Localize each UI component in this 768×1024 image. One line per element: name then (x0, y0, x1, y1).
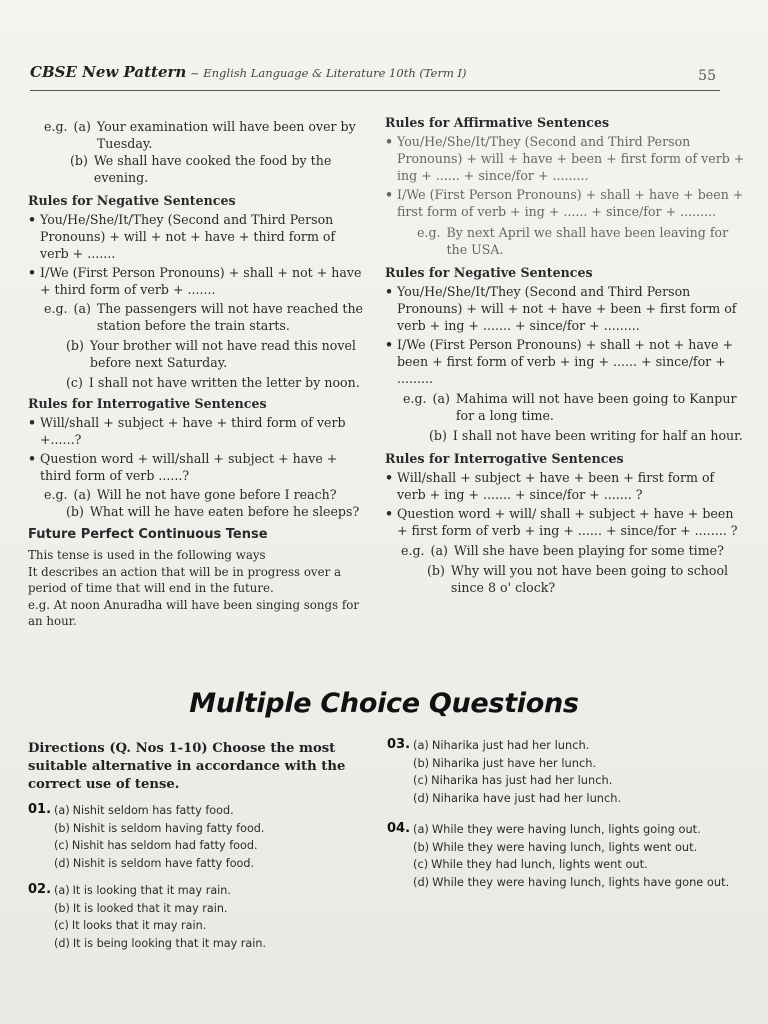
option-text: While they were having lunch, lights going out. (431, 822, 701, 836)
rule-item (28, 264, 363, 298)
option-label: (b) (54, 901, 70, 915)
option-b[interactable] (54, 820, 358, 838)
option-list (413, 737, 747, 807)
bullet-icon: • (385, 337, 394, 352)
example-intro: e.g. (44, 487, 68, 502)
rule-item (28, 211, 363, 262)
section-heading: Rules for Negative Sentences (385, 265, 593, 280)
example-a (401, 542, 745, 559)
bullet-icon: • (385, 134, 394, 149)
option-label: (b) (413, 755, 430, 770)
option-label: (d) (54, 936, 70, 950)
example-text: Why will you not have been going to school since 8 o' clock? (450, 563, 729, 595)
option-text: Nishit seldom has fatty food. (72, 804, 234, 817)
paragraph: This tense is used in the following ways (28, 548, 266, 562)
bullet-icon: • (28, 451, 37, 466)
option-text: Niharika have just had her lunch. (432, 790, 622, 805)
option-text: Nishit has seldom had fatty food. (71, 839, 258, 852)
bullet-icon: • (28, 212, 37, 227)
bullet-icon: • (28, 415, 37, 430)
example-label: (b) (66, 504, 84, 519)
rule-item (385, 505, 745, 539)
rule-text: I/We (First Person Pronouns) + shall + not + have + been + first form of verb + ing + ...... + since/for + ......... (397, 337, 734, 386)
rule-item (385, 133, 745, 184)
option-label: (d) (413, 874, 430, 889)
option-label: (c) (54, 839, 69, 852)
page-number: 55 (698, 68, 716, 84)
rule-text: You/He/She/It/They (Second and Third Person Pronouns) + will + not + have + been + first form of verb + ing + ....... + since/for + ......... (397, 284, 737, 333)
book-brand: CBSE New Pattern (30, 63, 187, 81)
example-b (66, 503, 363, 520)
section-title: Future Perfect Continuous Tense (28, 527, 268, 542)
question-03 (387, 737, 747, 807)
option-c[interactable] (54, 837, 358, 855)
rule-text: Will/shall + subject + have + third form of verb +......? (40, 415, 346, 447)
option-d[interactable] (54, 855, 358, 873)
option-text: Niharika has just had her lunch. (431, 773, 613, 787)
option-list (54, 802, 358, 872)
option-text: It is looked that it may rain. (72, 901, 228, 915)
mcq-right-column (387, 737, 747, 891)
option-label: (a) (54, 804, 70, 817)
option-d[interactable] (413, 874, 747, 892)
rule-text: I/We (First Person Pronouns) + shall + not + have + third form of verb + ....... (40, 265, 362, 297)
option-b[interactable] (54, 900, 358, 918)
example-label: (a) (73, 119, 91, 134)
option-a[interactable] (54, 802, 358, 820)
example-text: Your brother will not have read this novel before next Saturday. (89, 338, 356, 370)
option-label: (b) (413, 839, 430, 854)
question-number: 01. (28, 802, 52, 817)
option-a[interactable] (413, 821, 747, 839)
example-b (70, 152, 363, 186)
example-label: (b) (70, 153, 88, 168)
example-b (429, 427, 745, 444)
option-d[interactable] (413, 790, 747, 808)
option-text: While they had lunch, lights went out. (431, 857, 648, 871)
option-c[interactable] (413, 856, 747, 874)
bullet-icon: • (385, 284, 394, 299)
option-a[interactable] (413, 737, 747, 755)
example-intro: e.g. (403, 391, 427, 406)
example-text: We shall have cooked the food by the evening. (93, 153, 332, 185)
bullet-icon: • (28, 265, 37, 280)
section-heading: Rules for Affirmative Sentences (385, 115, 610, 130)
question-number: 04. (387, 821, 411, 836)
section-heading: Rules for Interrogative Sentences (28, 396, 267, 411)
running-header (30, 62, 720, 91)
example-label: (a) (432, 391, 450, 406)
example-text: By next April we shall have been leaving for the USA. (446, 225, 729, 257)
left-column (28, 118, 363, 630)
example-intro: e.g. (417, 225, 441, 240)
option-label: (b) (54, 821, 70, 835)
example-label: (a) (73, 487, 91, 502)
example-a (44, 486, 363, 503)
example-label: (a) (430, 543, 448, 558)
question-number: 02. (28, 882, 52, 897)
rule-text: You/He/She/It/They (Second and Third Person Pronouns) + will + not + have + third form of verb + ....... (40, 212, 336, 261)
option-d[interactable] (54, 935, 358, 953)
example-text: Mahima will not have been going to Kanpur for a long time. (455, 391, 737, 423)
example-label: (b) (429, 428, 447, 443)
example-text: I shall not have written the letter by noon. (88, 375, 360, 390)
example-intro: e.g. (44, 119, 68, 134)
right-column (385, 112, 745, 596)
example-text: Your examination will have been over by Tuesday. (96, 119, 356, 151)
example-a (403, 390, 745, 424)
option-label: (c) (413, 857, 429, 871)
option-a[interactable] (54, 882, 358, 900)
example (417, 224, 745, 258)
question-04 (387, 821, 747, 891)
example-b (66, 337, 363, 371)
option-b[interactable] (413, 755, 747, 773)
option-label: (d) (413, 790, 430, 805)
question-01 (28, 802, 358, 872)
rule-item (385, 186, 745, 220)
rule-text: Will/shall + subject + have + been + first form of verb + ing + ....... + since/for + ....... ? (397, 470, 715, 502)
bullet-icon: • (385, 506, 394, 521)
option-text: It looks that it may rain. (71, 919, 207, 932)
rule-text: You/He/She/It/They (Second and Third Person Pronouns) + will + have + been + first form of verb + ing + ...... + since/for + ......... (397, 134, 745, 183)
option-label: (d) (54, 856, 70, 870)
option-label: (a) (54, 884, 70, 897)
example-a (44, 300, 363, 334)
rule-item (385, 283, 745, 334)
option-text: It is being looking that it may rain. (72, 936, 267, 950)
example-label: (b) (66, 338, 84, 353)
rule-item (385, 336, 745, 387)
paragraph: It describes an action that will be in progress over a period of time that will end in the future. (28, 564, 342, 595)
option-list (413, 821, 747, 891)
example-text: Will she have been playing for some time? (453, 543, 724, 558)
option-text: Niharika just have her lunch. (432, 755, 597, 770)
example-text: What will he have eaten before he sleeps? (89, 504, 360, 519)
example-text: The passengers will not have reached the station before the train starts. (96, 301, 364, 333)
rule-text: Question word + will/shall + subject + have + third form of verb ......? (40, 451, 338, 483)
directions-text: Directions (Q. Nos 1-10) Choose the most suitable alternative in accordance with the correct use of tense. (28, 741, 346, 792)
example-sentence: e.g. At noon Anuradha will have been singing songs for an hour. (28, 597, 359, 628)
question-number: 03. (387, 737, 411, 752)
option-text: Niharika just had her lunch. (431, 738, 590, 752)
rule-item (28, 414, 363, 448)
bullet-icon: • (385, 187, 394, 202)
option-label: (a) (413, 738, 429, 752)
section-heading: Rules for Negative Sentences (28, 193, 236, 208)
example-label: (c) (66, 375, 83, 390)
option-c[interactable] (54, 917, 358, 935)
bullet-icon: • (385, 470, 394, 485)
option-text: While they were having lunch, lights have gone out. (432, 874, 730, 889)
option-c[interactable] (413, 772, 747, 790)
option-label: (c) (413, 773, 429, 787)
mcq-heading: Multiple Choice Questions (189, 688, 579, 719)
example-a (44, 118, 363, 152)
example-b (427, 562, 745, 596)
option-text: While they were having lunch, lights went out. (432, 839, 698, 854)
rule-text: Question word + will/ shall + subject + have + been + first form of verb + ing + ...... + since/for + ........ ? (397, 506, 738, 538)
book-subtitle: ~ English Language & Literature 10th (Term I) (186, 66, 467, 80)
rule-item (385, 469, 745, 503)
option-text: Nishit is seldom have fatty food. (72, 856, 255, 870)
mcq-left-column (28, 740, 358, 952)
option-text: Nishit is seldom having fatty food. (72, 821, 265, 835)
example-label: (b) (427, 563, 445, 578)
option-b[interactable] (413, 839, 747, 857)
example-intro: e.g. (44, 301, 68, 316)
option-label: (a) (413, 822, 429, 836)
rule-item (28, 450, 363, 484)
example-label: (a) (73, 301, 91, 316)
section-heading: Rules for Interrogative Sentences (385, 451, 624, 466)
example-intro: e.g. (401, 543, 425, 558)
option-label: (c) (54, 919, 69, 932)
example-text: Will he not have gone before I reach? (96, 487, 337, 502)
option-text: It is looking that it may rain. (72, 884, 231, 897)
example-text: I shall not have been writing for half an hour. (452, 428, 743, 443)
example-c (66, 374, 363, 391)
question-02 (28, 882, 358, 952)
option-list (54, 882, 358, 952)
rule-text: I/We (First Person Pronouns) + shall + have + been + first form of verb + ing + ...... + since/for + ......... (397, 187, 744, 219)
